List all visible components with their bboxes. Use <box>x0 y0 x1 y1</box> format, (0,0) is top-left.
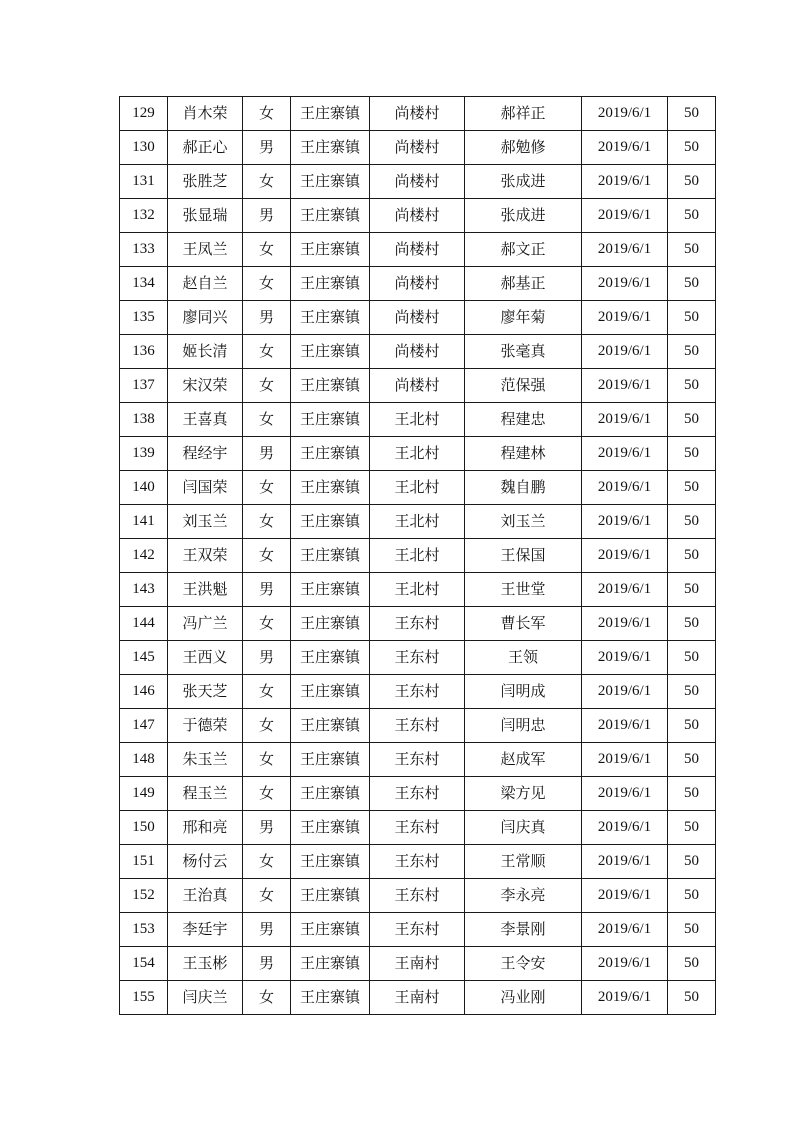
village-cell: 尚楼村 <box>370 335 465 369</box>
town-cell: 王庄寨镇 <box>291 607 370 641</box>
gender-cell: 男 <box>243 131 291 165</box>
payee-cell: 闫明成 <box>465 675 582 709</box>
date-cell: 2019/6/1 <box>582 369 668 403</box>
date-cell: 2019/6/1 <box>582 199 668 233</box>
serial-number-cell: 135 <box>120 301 168 335</box>
date-cell: 2019/6/1 <box>582 913 668 947</box>
gender-cell: 女 <box>243 233 291 267</box>
serial-number-cell: 150 <box>120 811 168 845</box>
amount-cell: 50 <box>668 879 716 913</box>
serial-number-cell: 152 <box>120 879 168 913</box>
name-cell: 程玉兰 <box>168 777 243 811</box>
name-cell: 张胜芝 <box>168 165 243 199</box>
serial-number-cell: 149 <box>120 777 168 811</box>
date-cell: 2019/6/1 <box>582 981 668 1015</box>
village-cell: 王北村 <box>370 573 465 607</box>
table-row <box>120 335 716 369</box>
serial-number-cell: 131 <box>120 165 168 199</box>
payee-cell: 张毫真 <box>465 335 582 369</box>
gender-cell: 男 <box>243 641 291 675</box>
date-cell: 2019/6/1 <box>582 777 668 811</box>
table-row <box>120 369 716 403</box>
payee-cell: 李景刚 <box>465 913 582 947</box>
town-cell: 王庄寨镇 <box>291 845 370 879</box>
serial-number-cell: 151 <box>120 845 168 879</box>
town-cell: 王庄寨镇 <box>291 165 370 199</box>
payee-cell: 冯业刚 <box>465 981 582 1015</box>
date-cell: 2019/6/1 <box>582 743 668 777</box>
gender-cell: 男 <box>243 199 291 233</box>
table-row <box>120 811 716 845</box>
name-cell: 于德荣 <box>168 709 243 743</box>
name-cell: 杨付云 <box>168 845 243 879</box>
town-cell: 王庄寨镇 <box>291 573 370 607</box>
date-cell: 2019/6/1 <box>582 539 668 573</box>
gender-cell: 男 <box>243 947 291 981</box>
date-cell: 2019/6/1 <box>582 675 668 709</box>
table-row <box>120 539 716 573</box>
gender-cell: 女 <box>243 403 291 437</box>
village-cell: 王北村 <box>370 437 465 471</box>
town-cell: 王庄寨镇 <box>291 437 370 471</box>
village-cell: 尚楼村 <box>370 369 465 403</box>
serial-number-cell: 155 <box>120 981 168 1015</box>
name-cell: 张显瑞 <box>168 199 243 233</box>
village-cell: 王北村 <box>370 471 465 505</box>
gender-cell: 女 <box>243 267 291 301</box>
town-cell: 王庄寨镇 <box>291 675 370 709</box>
serial-number-cell: 142 <box>120 539 168 573</box>
payee-cell: 郝文正 <box>465 233 582 267</box>
serial-number-cell: 141 <box>120 505 168 539</box>
amount-cell: 50 <box>668 913 716 947</box>
town-cell: 王庄寨镇 <box>291 981 370 1015</box>
name-cell: 闫国荣 <box>168 471 243 505</box>
name-cell: 程经宇 <box>168 437 243 471</box>
name-cell: 王玉彬 <box>168 947 243 981</box>
town-cell: 王庄寨镇 <box>291 301 370 335</box>
name-cell: 王洪魁 <box>168 573 243 607</box>
gender-cell: 男 <box>243 913 291 947</box>
table-row <box>120 709 716 743</box>
amount-cell: 50 <box>668 641 716 675</box>
village-cell: 王南村 <box>370 981 465 1015</box>
date-cell: 2019/6/1 <box>582 709 668 743</box>
village-cell: 王东村 <box>370 879 465 913</box>
gender-cell: 女 <box>243 607 291 641</box>
payee-cell: 闫明忠 <box>465 709 582 743</box>
serial-number-cell: 139 <box>120 437 168 471</box>
table-row <box>120 879 716 913</box>
amount-cell: 50 <box>668 947 716 981</box>
amount-cell: 50 <box>668 471 716 505</box>
serial-number-cell: 140 <box>120 471 168 505</box>
amount-cell: 50 <box>668 369 716 403</box>
serial-number-cell: 143 <box>120 573 168 607</box>
gender-cell: 女 <box>243 675 291 709</box>
table-row <box>120 981 716 1015</box>
town-cell: 王庄寨镇 <box>291 947 370 981</box>
village-cell: 尚楼村 <box>370 97 465 131</box>
date-cell: 2019/6/1 <box>582 165 668 199</box>
serial-number-cell: 145 <box>120 641 168 675</box>
table-row <box>120 471 716 505</box>
gender-cell: 女 <box>243 981 291 1015</box>
town-cell: 王庄寨镇 <box>291 369 370 403</box>
town-cell: 王庄寨镇 <box>291 539 370 573</box>
gender-cell: 女 <box>243 539 291 573</box>
table-row <box>120 199 716 233</box>
roster-table-body <box>120 97 716 1015</box>
village-cell: 王北村 <box>370 403 465 437</box>
village-cell: 尚楼村 <box>370 233 465 267</box>
amount-cell: 50 <box>668 97 716 131</box>
date-cell: 2019/6/1 <box>582 505 668 539</box>
town-cell: 王庄寨镇 <box>291 233 370 267</box>
gender-cell: 女 <box>243 471 291 505</box>
town-cell: 王庄寨镇 <box>291 709 370 743</box>
village-cell: 王东村 <box>370 709 465 743</box>
date-cell: 2019/6/1 <box>582 573 668 607</box>
name-cell: 王西义 <box>168 641 243 675</box>
serial-number-cell: 138 <box>120 403 168 437</box>
payee-cell: 赵成军 <box>465 743 582 777</box>
payee-cell: 王领 <box>465 641 582 675</box>
amount-cell: 50 <box>668 199 716 233</box>
table-row <box>120 403 716 437</box>
gender-cell: 男 <box>243 573 291 607</box>
payee-cell: 程建林 <box>465 437 582 471</box>
serial-number-cell: 132 <box>120 199 168 233</box>
gender-cell: 男 <box>243 301 291 335</box>
amount-cell: 50 <box>668 131 716 165</box>
payee-cell: 张成进 <box>465 199 582 233</box>
gender-cell: 女 <box>243 845 291 879</box>
table-row <box>120 505 716 539</box>
table-row <box>120 233 716 267</box>
payee-cell: 闫庆真 <box>465 811 582 845</box>
village-cell: 王东村 <box>370 607 465 641</box>
date-cell: 2019/6/1 <box>582 301 668 335</box>
payee-cell: 张成进 <box>465 165 582 199</box>
village-cell: 尚楼村 <box>370 131 465 165</box>
name-cell: 王治真 <box>168 879 243 913</box>
amount-cell: 50 <box>668 165 716 199</box>
name-cell: 郝正心 <box>168 131 243 165</box>
name-cell: 姬长清 <box>168 335 243 369</box>
town-cell: 王庄寨镇 <box>291 913 370 947</box>
payee-cell: 范保强 <box>465 369 582 403</box>
amount-cell: 50 <box>668 335 716 369</box>
town-cell: 王庄寨镇 <box>291 97 370 131</box>
gender-cell: 女 <box>243 743 291 777</box>
serial-number-cell: 136 <box>120 335 168 369</box>
village-cell: 王东村 <box>370 811 465 845</box>
village-cell: 尚楼村 <box>370 199 465 233</box>
table-row <box>120 777 716 811</box>
name-cell: 朱玉兰 <box>168 743 243 777</box>
serial-number-cell: 134 <box>120 267 168 301</box>
table-row <box>120 607 716 641</box>
table-row <box>120 97 716 131</box>
gender-cell: 女 <box>243 369 291 403</box>
amount-cell: 50 <box>668 607 716 641</box>
name-cell: 赵自兰 <box>168 267 243 301</box>
amount-cell: 50 <box>668 267 716 301</box>
town-cell: 王庄寨镇 <box>291 505 370 539</box>
table-row <box>120 641 716 675</box>
name-cell: 张天芝 <box>168 675 243 709</box>
payee-cell: 王世堂 <box>465 573 582 607</box>
payee-cell: 程建忠 <box>465 403 582 437</box>
date-cell: 2019/6/1 <box>582 947 668 981</box>
table-row <box>120 267 716 301</box>
table-row <box>120 743 716 777</box>
payee-cell: 郝祥正 <box>465 97 582 131</box>
village-cell: 王东村 <box>370 641 465 675</box>
name-cell: 刘玉兰 <box>168 505 243 539</box>
gender-cell: 女 <box>243 335 291 369</box>
name-cell: 闫庆兰 <box>168 981 243 1015</box>
date-cell: 2019/6/1 <box>582 811 668 845</box>
date-cell: 2019/6/1 <box>582 335 668 369</box>
village-cell: 王东村 <box>370 845 465 879</box>
payee-cell: 刘玉兰 <box>465 505 582 539</box>
village-cell: 王东村 <box>370 777 465 811</box>
payee-cell: 李永亮 <box>465 879 582 913</box>
village-cell: 王东村 <box>370 743 465 777</box>
serial-number-cell: 133 <box>120 233 168 267</box>
name-cell: 王喜真 <box>168 403 243 437</box>
payee-cell: 魏自鹏 <box>465 471 582 505</box>
amount-cell: 50 <box>668 811 716 845</box>
serial-number-cell: 137 <box>120 369 168 403</box>
town-cell: 王庄寨镇 <box>291 267 370 301</box>
village-cell: 王东村 <box>370 913 465 947</box>
town-cell: 王庄寨镇 <box>291 811 370 845</box>
amount-cell: 50 <box>668 709 716 743</box>
date-cell: 2019/6/1 <box>582 641 668 675</box>
date-cell: 2019/6/1 <box>582 607 668 641</box>
table-row <box>120 913 716 947</box>
town-cell: 王庄寨镇 <box>291 471 370 505</box>
date-cell: 2019/6/1 <box>582 267 668 301</box>
amount-cell: 50 <box>668 743 716 777</box>
town-cell: 王庄寨镇 <box>291 743 370 777</box>
name-cell: 宋汉荣 <box>168 369 243 403</box>
date-cell: 2019/6/1 <box>582 437 668 471</box>
village-cell: 尚楼村 <box>370 301 465 335</box>
gender-cell: 女 <box>243 709 291 743</box>
town-cell: 王庄寨镇 <box>291 199 370 233</box>
payee-cell: 王令安 <box>465 947 582 981</box>
gender-cell: 男 <box>243 811 291 845</box>
table-row <box>120 947 716 981</box>
amount-cell: 50 <box>668 675 716 709</box>
town-cell: 王庄寨镇 <box>291 879 370 913</box>
payee-cell: 廖年菊 <box>465 301 582 335</box>
table-row <box>120 301 716 335</box>
gender-cell: 女 <box>243 165 291 199</box>
gender-cell: 男 <box>243 437 291 471</box>
table-row <box>120 573 716 607</box>
roster-table <box>119 96 716 1015</box>
date-cell: 2019/6/1 <box>582 97 668 131</box>
amount-cell: 50 <box>668 573 716 607</box>
name-cell: 邢和亮 <box>168 811 243 845</box>
serial-number-cell: 130 <box>120 131 168 165</box>
gender-cell: 女 <box>243 777 291 811</box>
name-cell: 李廷宇 <box>168 913 243 947</box>
serial-number-cell: 148 <box>120 743 168 777</box>
payee-cell: 曹长军 <box>465 607 582 641</box>
village-cell: 王北村 <box>370 505 465 539</box>
date-cell: 2019/6/1 <box>582 845 668 879</box>
village-cell: 王北村 <box>370 539 465 573</box>
payee-cell: 郝基正 <box>465 267 582 301</box>
amount-cell: 50 <box>668 505 716 539</box>
name-cell: 王双荣 <box>168 539 243 573</box>
amount-cell: 50 <box>668 233 716 267</box>
amount-cell: 50 <box>668 403 716 437</box>
town-cell: 王庄寨镇 <box>291 335 370 369</box>
name-cell: 冯广兰 <box>168 607 243 641</box>
village-cell: 王东村 <box>370 675 465 709</box>
town-cell: 王庄寨镇 <box>291 131 370 165</box>
date-cell: 2019/6/1 <box>582 403 668 437</box>
serial-number-cell: 153 <box>120 913 168 947</box>
amount-cell: 50 <box>668 981 716 1015</box>
amount-cell: 50 <box>668 301 716 335</box>
village-cell: 王南村 <box>370 947 465 981</box>
payee-cell: 王保国 <box>465 539 582 573</box>
payee-cell: 郝勉修 <box>465 131 582 165</box>
table-row <box>120 437 716 471</box>
name-cell: 王凤兰 <box>168 233 243 267</box>
amount-cell: 50 <box>668 539 716 573</box>
gender-cell: 女 <box>243 505 291 539</box>
gender-cell: 女 <box>243 97 291 131</box>
date-cell: 2019/6/1 <box>582 233 668 267</box>
date-cell: 2019/6/1 <box>582 879 668 913</box>
amount-cell: 50 <box>668 777 716 811</box>
payee-cell: 梁方见 <box>465 777 582 811</box>
table-row <box>120 675 716 709</box>
table-row <box>120 845 716 879</box>
village-cell: 尚楼村 <box>370 165 465 199</box>
name-cell: 肖木荣 <box>168 97 243 131</box>
table-row <box>120 131 716 165</box>
gender-cell: 女 <box>243 879 291 913</box>
payee-cell: 王常顺 <box>465 845 582 879</box>
town-cell: 王庄寨镇 <box>291 777 370 811</box>
serial-number-cell: 147 <box>120 709 168 743</box>
town-cell: 王庄寨镇 <box>291 403 370 437</box>
serial-number-cell: 146 <box>120 675 168 709</box>
village-cell: 尚楼村 <box>370 267 465 301</box>
date-cell: 2019/6/1 <box>582 471 668 505</box>
date-cell: 2019/6/1 <box>582 131 668 165</box>
town-cell: 王庄寨镇 <box>291 641 370 675</box>
table-row <box>120 165 716 199</box>
amount-cell: 50 <box>668 845 716 879</box>
amount-cell: 50 <box>668 437 716 471</box>
name-cell: 廖同兴 <box>168 301 243 335</box>
serial-number-cell: 154 <box>120 947 168 981</box>
serial-number-cell: 144 <box>120 607 168 641</box>
serial-number-cell: 129 <box>120 97 168 131</box>
